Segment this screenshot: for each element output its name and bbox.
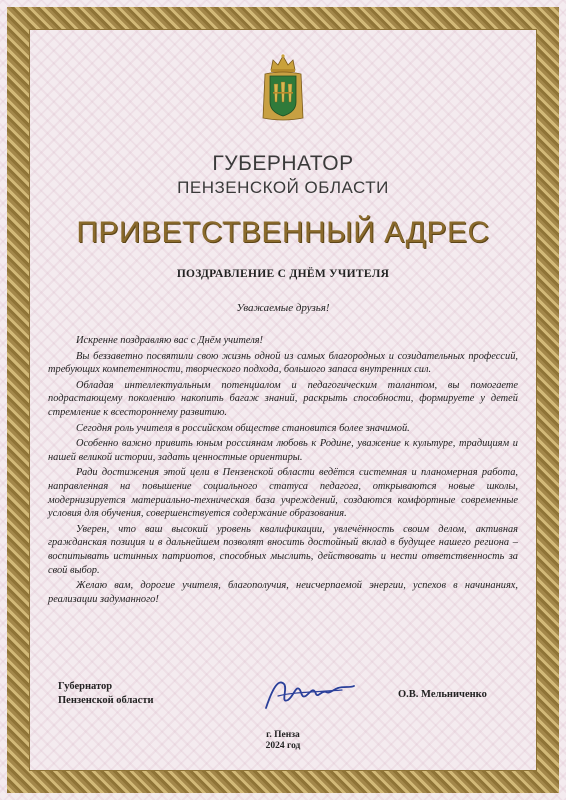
certificate-content [40,40,526,760]
paragraph: Сегодня роль учителя в российском обществе становится более значимой. [76,422,410,434]
document-subtitle: ПОЗДРАВЛЕНИЕ С ДНЁМ УЧИТЕЛЯ [176,268,390,280]
position-line: Пензенской области [58,695,154,706]
coat-of-arms-icon [259,52,307,122]
signatory-name: О.В. Мельниченко [398,689,487,700]
governor-title: ГУБЕРНАТОР [212,152,354,175]
letter-body [48,334,518,608]
place: г. Пенза [266,730,300,740]
region-title: ПЕНЗЕНСКОЙ ОБЛАСТИ [177,178,389,197]
greeting: Уважаемые друзья! [236,302,330,314]
place-and-date [40,730,526,752]
year: 2024 год [265,741,301,751]
handwritten-signature [258,670,358,714]
paragraph: Уверен, что ваш высокий уровень квалификации, увлечённость своим делом, активная гражданская позиция и в дальнейшем позволят вносить достойный вклад в будущее нашего региона – воспитывать истинных патриотов, способных мыслить, действовать и нести ответственность за свой выбор. [48,523,518,576]
paragraph: Желаю вам, дорогие учителя, благополучия, неисчерпаемой энергии, успехов в начинаниях, реализации задуманного! [48,580,518,605]
paragraph: Обладая интеллектуальным потенциалом и педагогическим талантом, вы помогаете подрастающему поколению накопить багаж знаний, раскрыть способности, формируете у детей стремление к всестороннему развитию. [48,379,518,418]
signatory-position [58,680,154,708]
paragraph: Вы беззаветно посвятили свою жизнь одной из самых благородных и созидательных профессий, требующих компетентности, творческого подхода, большого запаса внутренних сил. [48,350,518,376]
paragraph: Искренне поздравляю вас с Днём учителя! [76,335,264,346]
paragraph: Ради достижения этой цели в Пензенской области ведётся системная и планомерная работа, направленная на повышение социального статуса педагога, открываются новые школы, модернизируется материально-техническая база учреждений, создаются комфортные современные условия для обучения, совершенствуется содержание образования. [48,467,518,520]
position-line: Губернатор [58,681,113,692]
document-title: ПРИВЕТСТВЕННЫЙ АДРЕС [76,216,490,249]
paragraph: Особенно важно привить юным россиянам любовь к Родине, уважение к культуре, традициям и нашей великой истории, задать ценностные ориентиры. [48,438,518,463]
